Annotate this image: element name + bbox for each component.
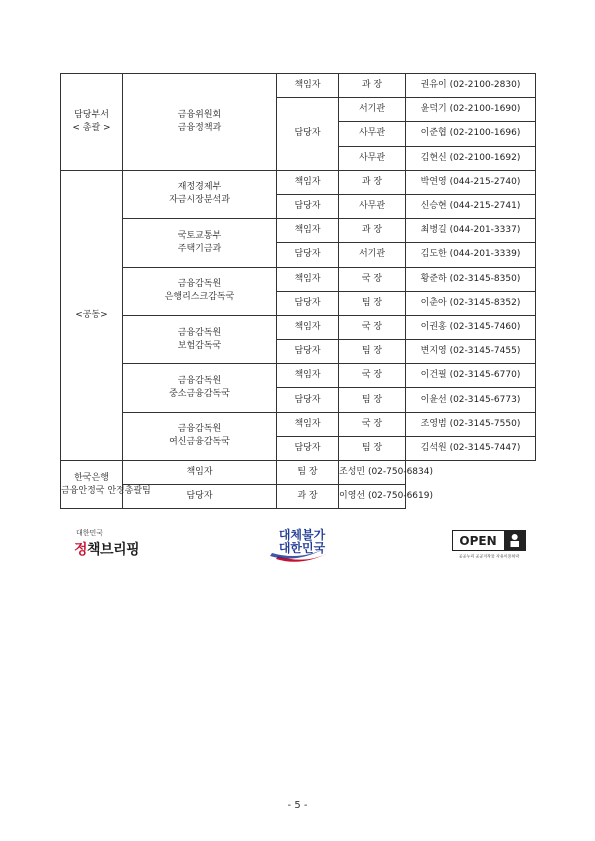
position-cell: 국 장 — [339, 267, 406, 291]
role-cell: 담당자 — [277, 340, 339, 364]
contact-table-body — [61, 74, 536, 509]
position-cell: 서기관 — [339, 243, 406, 267]
organization-cell-line: 국토교통부 — [177, 230, 222, 241]
table-row — [61, 170, 536, 194]
briefing-logo-title-red: 정 — [74, 542, 88, 558]
organization-cell-line: 은행리스크감독국 — [164, 292, 235, 303]
page-number: - 5 - — [287, 800, 308, 811]
contact-cell: 이권홍 (02-3145-7460) — [406, 315, 536, 339]
position-cell: 팀 장 — [339, 436, 406, 460]
role-cell: 책임자 — [123, 461, 277, 485]
organization-cell-line: 금융감독원 — [177, 279, 222, 290]
contact-cell: 윤덕기 (02-2100-1690) — [406, 98, 536, 122]
slogan-line-1: 대체불가 — [278, 528, 326, 542]
briefing-logo-title — [74, 539, 154, 559]
role-cell: 책임자 — [277, 315, 339, 339]
contact-cell: 변지영 (02-3145-7455) — [406, 340, 536, 364]
contact-cell: 조성민 (02-750-6834) — [339, 461, 406, 485]
role-cell: 책임자 — [277, 74, 339, 98]
organization-cell-line: 금융위원회 — [177, 109, 222, 120]
open-license-logo — [452, 530, 526, 560]
briefing-logo-small-text: 대한민국 — [76, 529, 104, 537]
organization-cell — [123, 364, 277, 412]
organization-cell-line: 금융감독원 — [177, 327, 222, 338]
footer-logos — [0, 528, 595, 564]
organization-cell — [123, 74, 277, 171]
position-cell: 국 장 — [339, 315, 406, 339]
contact-table — [60, 73, 536, 509]
contact-cell: 박연영 (044-215-2740) — [406, 170, 536, 194]
position-cell: 과 장 — [339, 74, 406, 98]
department-cell — [61, 170, 123, 460]
briefing-logo-title-rest: 책브리핑 — [87, 542, 140, 558]
contact-cell: 이건필 (02-3145-6770) — [406, 364, 536, 388]
contact-cell: 황준하 (02-3145-8350) — [406, 267, 536, 291]
role-cell: 담당자 — [277, 436, 339, 460]
organization-cell — [123, 267, 277, 315]
contact-cell: 권유이 (02-2100-2830) — [406, 74, 536, 98]
contact-cell: 김석원 (02-3145-7447) — [406, 436, 536, 460]
role-cell: 담당자 — [123, 485, 277, 509]
position-cell: 팀 장 — [277, 461, 339, 485]
role-cell: 담당자 — [277, 291, 339, 315]
department-cell-line: 담당부서 — [74, 109, 109, 120]
position-cell: 과 장 — [277, 485, 339, 509]
organization-cell-line: 금융감독원 — [177, 375, 222, 386]
department-cell-line: < 총괄 > — [72, 122, 111, 133]
position-cell: 과 장 — [339, 219, 406, 243]
table-row — [61, 74, 536, 98]
role-cell: 담당자 — [277, 243, 339, 267]
organization-cell — [123, 315, 277, 363]
position-cell: 국 장 — [339, 364, 406, 388]
position-cell: 서기관 — [339, 98, 406, 122]
slogan-logo — [266, 526, 338, 566]
organization-cell — [61, 461, 151, 509]
position-cell: 팀 장 — [339, 340, 406, 364]
table-row — [61, 412, 536, 436]
position-cell: 국 장 — [339, 412, 406, 436]
open-logo-text: OPEN — [459, 534, 497, 548]
korea-policy-briefing-logo — [74, 528, 154, 564]
organization-cell-line: 중소금융감독국 — [169, 388, 230, 399]
table-row — [61, 219, 536, 243]
contact-cell: 김도한 (044-201-3339) — [406, 243, 536, 267]
position-cell: 팀 장 — [339, 291, 406, 315]
organization-cell-line: 보험감독국 — [177, 340, 222, 351]
table-row — [61, 461, 536, 485]
position-cell: 사무관 — [339, 194, 406, 218]
position-cell: 과 장 — [339, 170, 406, 194]
contact-cell: 이영선 (02-750-6619) — [339, 485, 406, 509]
contact-cell: 조영범 (02-3145-7550) — [406, 412, 536, 436]
organization-cell-line: 여신금융감독국 — [169, 437, 230, 448]
organization-cell-line: 금융감독원 — [177, 424, 222, 435]
organization-cell-line: 재정경제부 — [177, 182, 222, 193]
organization-cell-line: 주택기금과 — [177, 243, 222, 254]
table-row — [61, 364, 536, 388]
organization-cell — [123, 219, 277, 267]
role-cell: 담당자 — [277, 98, 339, 171]
role-cell: 담당자 — [277, 388, 339, 412]
open-logo-person-body-icon — [511, 541, 520, 547]
table-row — [61, 315, 536, 339]
open-logo-caption: 공공누리 공공저작물 자유이용허락 — [458, 553, 520, 559]
organization-cell-line: 금융안정국 안정총괄팀 — [61, 485, 151, 496]
contact-cell: 이춘아 (02-3145-8352) — [406, 291, 536, 315]
organization-cell — [123, 170, 277, 218]
organization-cell — [123, 412, 277, 460]
open-logo-person-icon — [512, 534, 518, 540]
position-cell: 사무관 — [339, 146, 406, 170]
contact-cell: 김현신 (02-2100-1692) — [406, 146, 536, 170]
department-cell — [61, 74, 123, 171]
role-cell: 책임자 — [277, 364, 339, 388]
contact-cell: 이준협 (02-2100-1696) — [406, 122, 536, 146]
contact-cell: 이윤선 (02-3145-6773) — [406, 388, 536, 412]
organization-cell-line: 자금시장분석과 — [169, 195, 230, 206]
role-cell: 책임자 — [277, 219, 339, 243]
contact-cell: 최병길 (044-201-3337) — [406, 219, 536, 243]
position-cell: 팀 장 — [339, 388, 406, 412]
position-cell: 사무관 — [339, 122, 406, 146]
organization-cell-line: 금융정책과 — [177, 122, 222, 133]
role-cell: 책임자 — [277, 412, 339, 436]
department-cell-line: <공동> — [75, 309, 108, 320]
slogan-line-2: 대한민국 — [278, 541, 326, 555]
open-logo-dark-panel — [504, 531, 526, 551]
contact-cell: 신승현 (044-215-2741) — [406, 194, 536, 218]
role-cell: 책임자 — [277, 170, 339, 194]
table-row — [61, 267, 536, 291]
role-cell: 책임자 — [277, 267, 339, 291]
organization-cell-line: 한국은행 — [74, 472, 109, 483]
role-cell: 담당자 — [277, 194, 339, 218]
